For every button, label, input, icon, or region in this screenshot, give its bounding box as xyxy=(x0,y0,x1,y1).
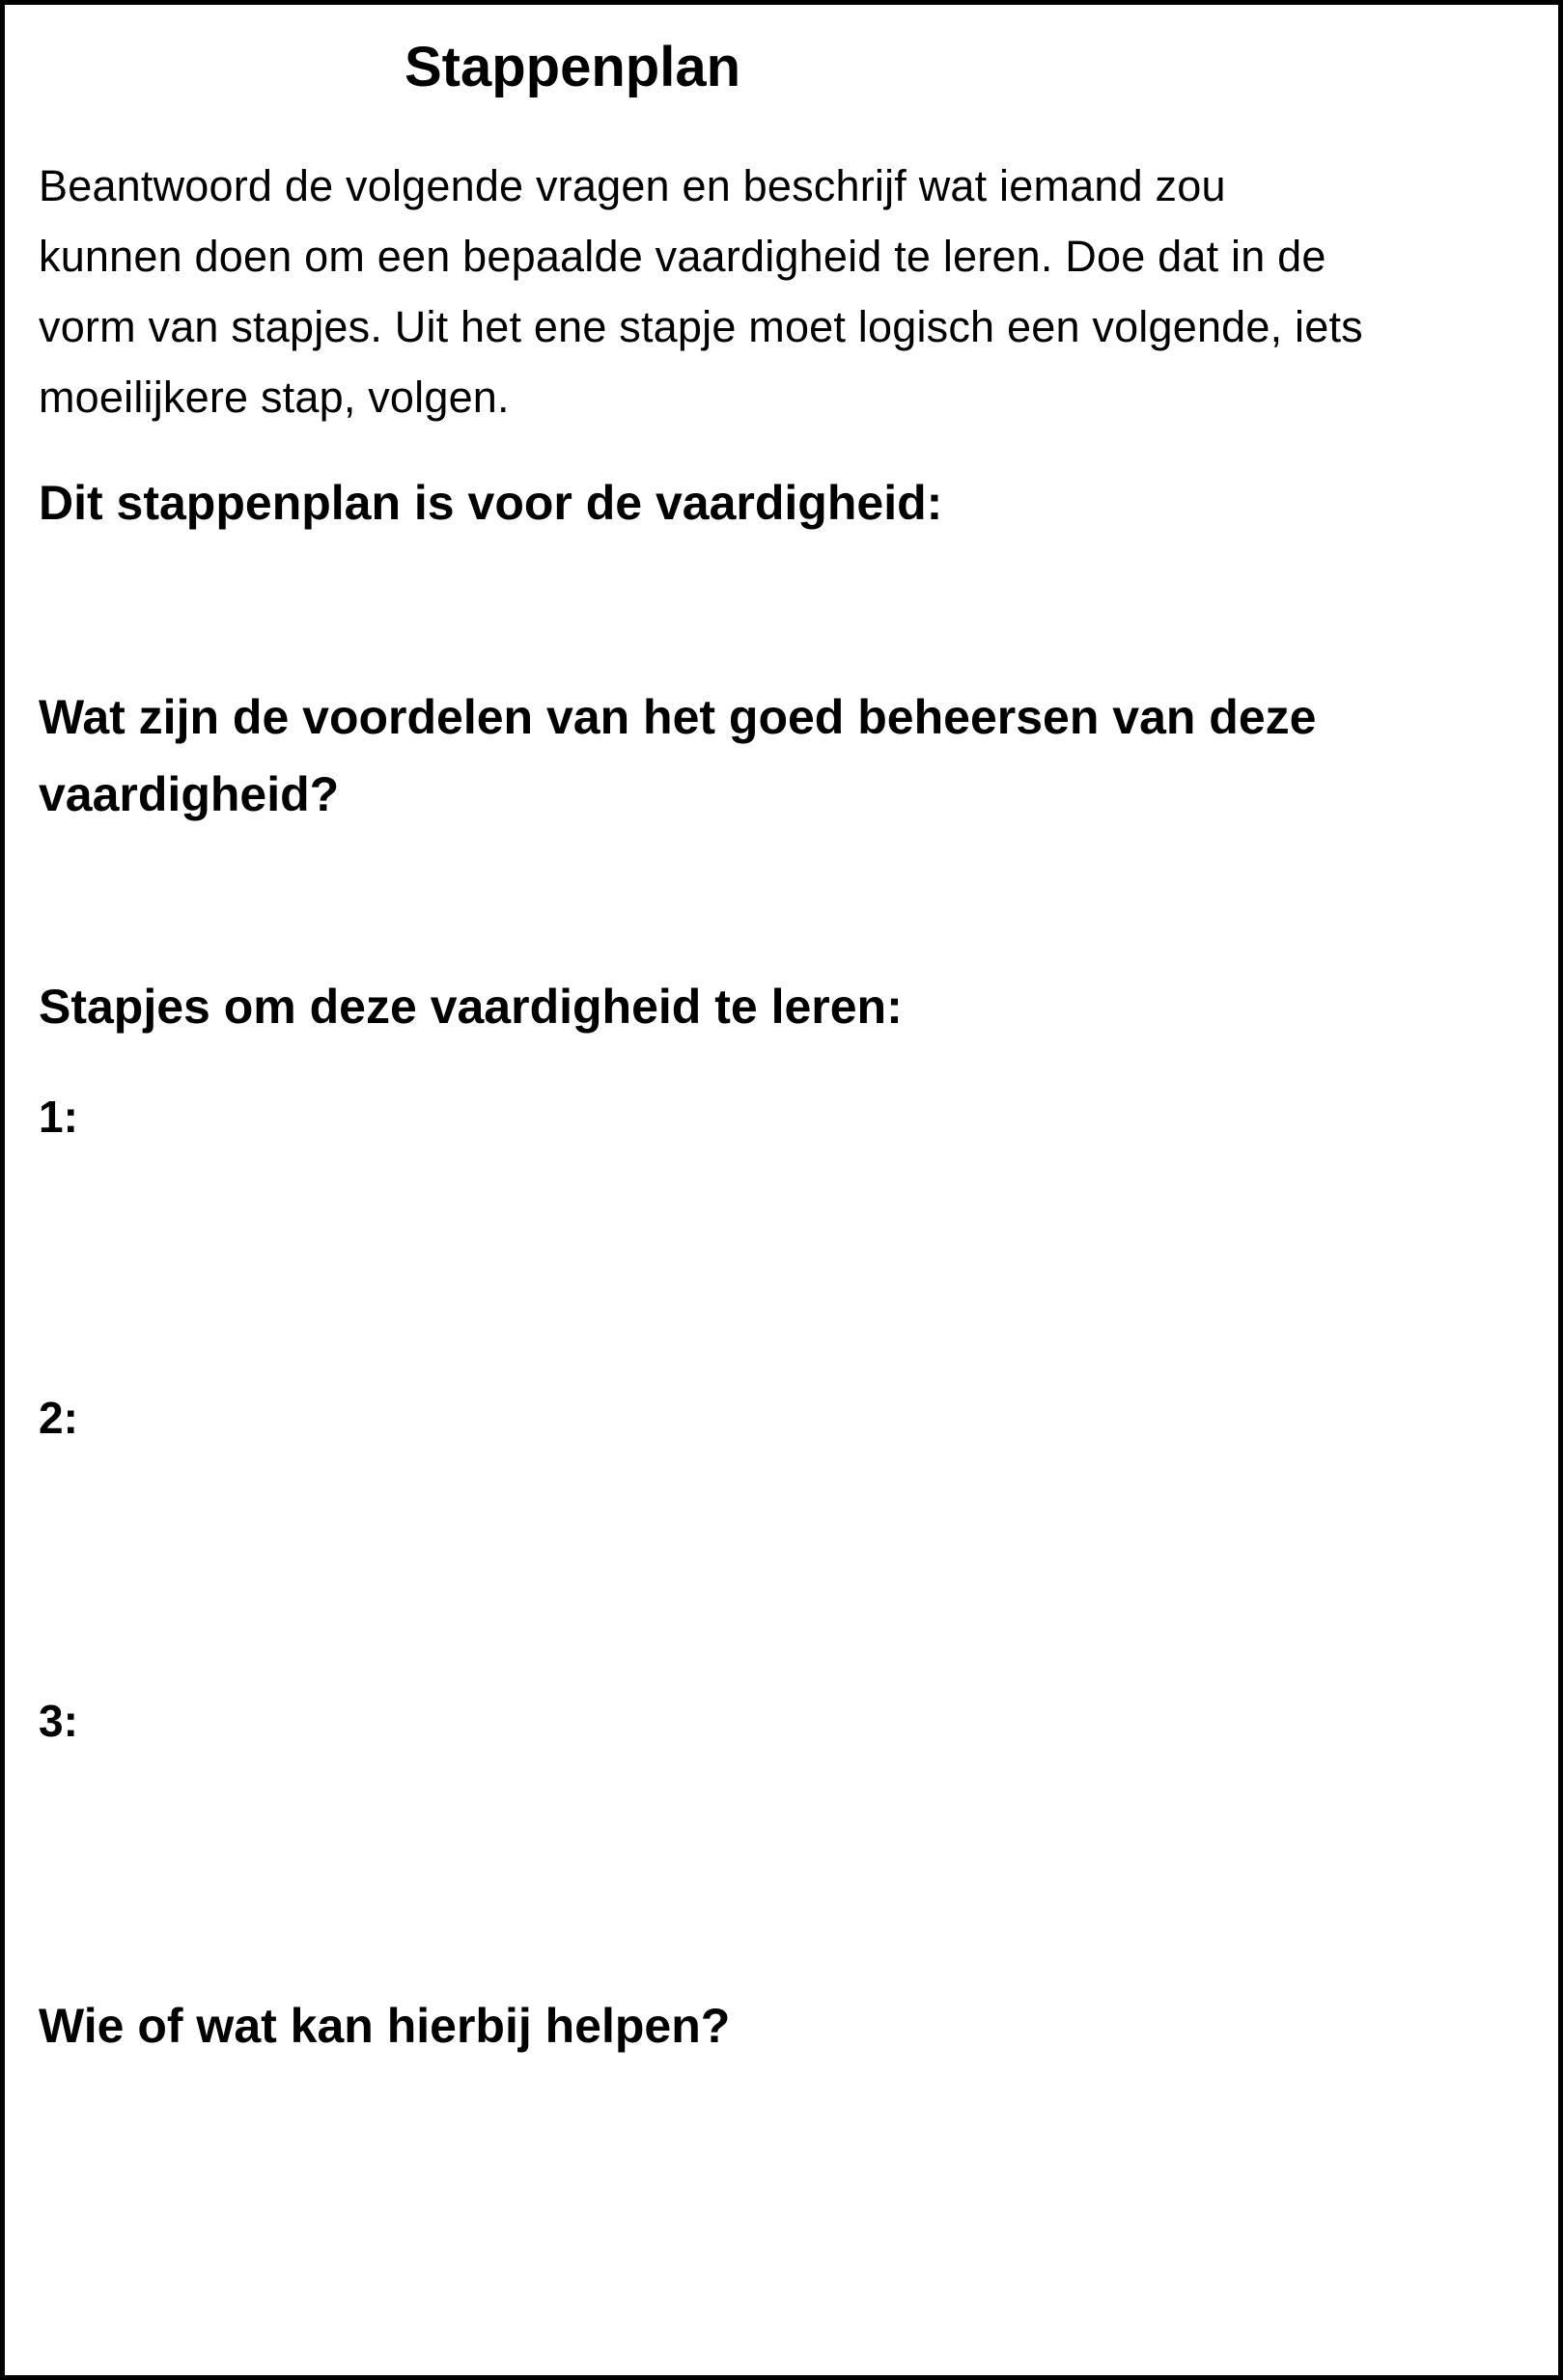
intro-line: kunnen doen om een bepaalde vaardigheid te leren. Doe dat in de xyxy=(39,232,1326,281)
intro-line: vorm van stapjes. Uit het ene stapje moet logisch een volgende, iets xyxy=(39,302,1363,351)
help-heading: Wie of wat kan hierbij helpen? xyxy=(39,1999,731,2053)
intro-line: moeilijkere stap, volgen. xyxy=(39,373,510,422)
step-answer-area-1[interactable] xyxy=(39,1153,1525,1385)
benefits-heading-line: Wat zijn de voordelen van het goed beheersen van deze xyxy=(39,690,1317,744)
step-label-3: 3: xyxy=(39,1696,78,1746)
step-answer-area-2[interactable] xyxy=(39,1454,1525,1686)
steps-heading: Stapjes om deze vaardigheid te leren: xyxy=(39,980,903,1034)
page-title: Stappenplan xyxy=(405,36,741,98)
benefits-heading-line: vaardigheid? xyxy=(39,767,340,821)
benefits-answer-area[interactable] xyxy=(39,840,1525,965)
intro-text xyxy=(39,151,1545,432)
step-label-2: 2: xyxy=(39,1393,78,1443)
skill-heading: Dit stappenplan is voor de vaardigheid: xyxy=(39,476,943,530)
intro-line: Beantwoord de volgende vragen en beschrijf wat iemand zou xyxy=(39,161,1226,210)
step-answer-area-3[interactable] xyxy=(39,1757,1525,1989)
benefits-heading xyxy=(39,678,1316,833)
help-answer-area[interactable] xyxy=(39,2070,1525,2360)
skill-answer-area[interactable] xyxy=(39,545,1525,671)
step-label-1: 1: xyxy=(39,1092,78,1142)
